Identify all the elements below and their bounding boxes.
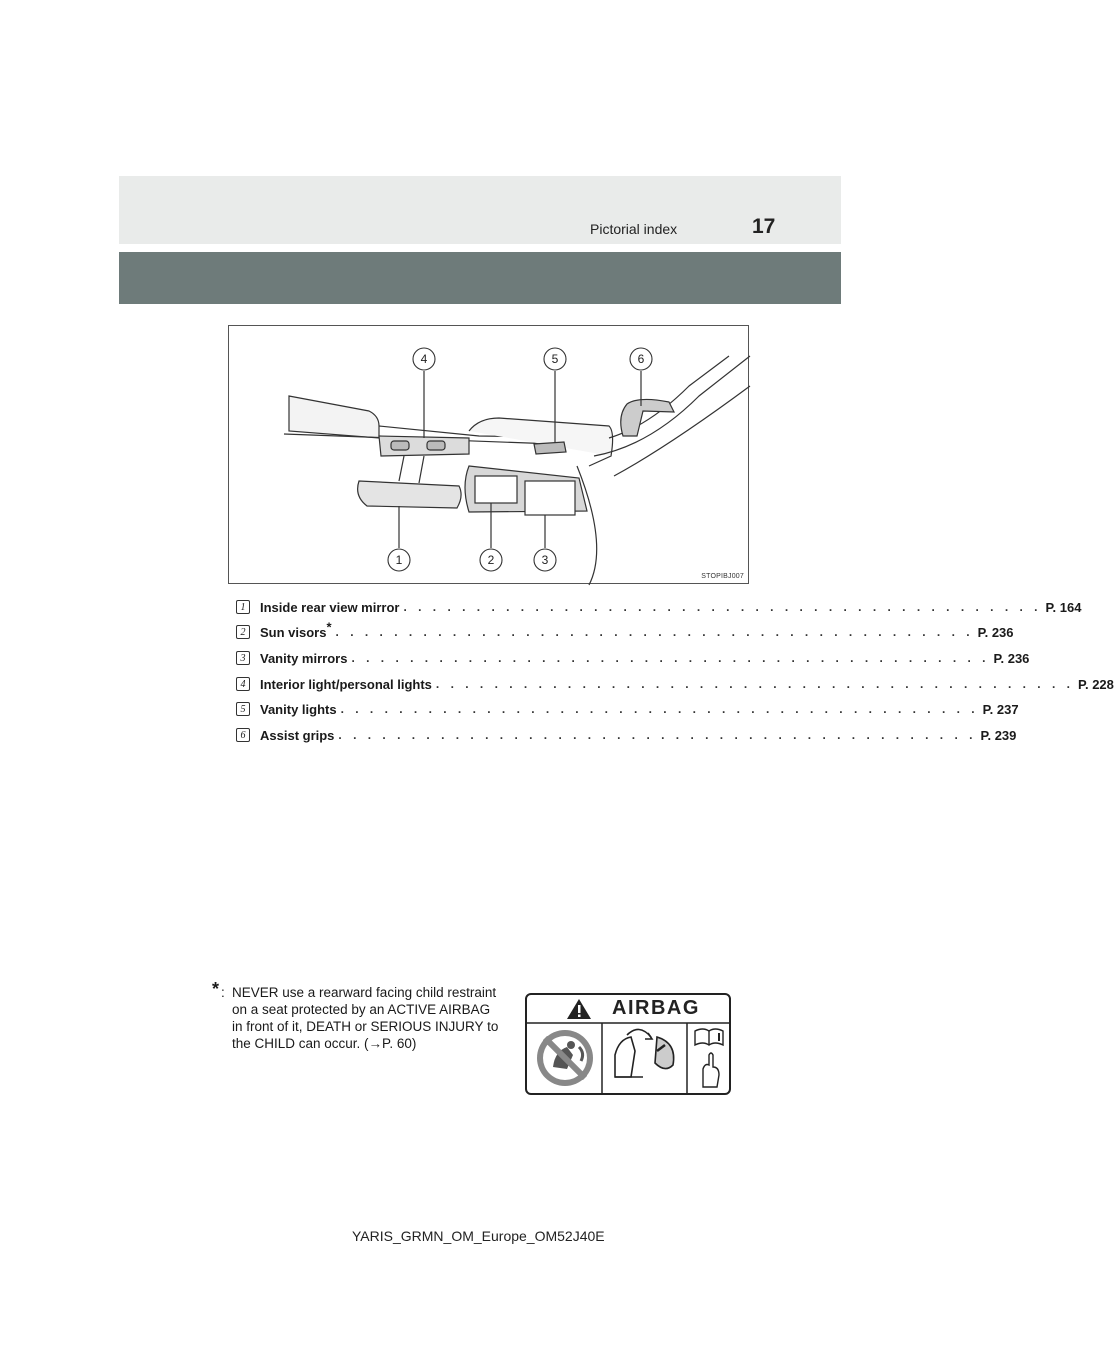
index-item-inside-rear-view-mirror[interactable] (236, 597, 1082, 617)
leader-dots: . . . . . . . . . . . . . . . . . . . . . . . . . . . . . . . . . . . . . . . . . . . . (338, 728, 977, 742)
item-number-badge: 5 (236, 702, 250, 716)
ceiling-drawing (229, 326, 750, 585)
index-item-sun-visors[interactable] (236, 619, 1014, 642)
index-item-assist-grips[interactable] (236, 725, 1017, 745)
page-reference: P. 164 (1045, 599, 1082, 615)
item-number-badge: 3 (236, 651, 250, 665)
index-item-vanity-mirrors[interactable] (236, 648, 1030, 668)
leader-dots: . . . . . . . . . . . . . . . . . . . . . . . . . . . . . . . . . . . . . . . . . . . . (403, 600, 1042, 614)
callout-2-number: 2 (487, 553, 495, 567)
item-label: Assist grips (260, 727, 335, 743)
callout-6-number: 6 (637, 352, 645, 366)
item-label: Vanity mirrors (260, 650, 348, 666)
header-band (119, 176, 841, 244)
footnote-asterisk: * (212, 979, 220, 999)
document-code: YARIS_GRMN_OM_Europe_OM52J40E (352, 1228, 605, 1244)
page-reference: P. 239 (980, 727, 1017, 743)
index-item-vanity-lights[interactable] (236, 699, 1019, 719)
page-number: 17 (752, 215, 776, 238)
index-item-interior-lights[interactable] (236, 674, 1114, 694)
page-reference: P. 237 (982, 701, 1019, 717)
airbag-warning-label (525, 993, 731, 1095)
seat-airbag-icon (615, 1029, 674, 1077)
figure-code: STOPIBJ007 (701, 573, 744, 580)
read-manual-icon (695, 1029, 723, 1087)
asterisk-mark: * (326, 619, 332, 635)
item-label: Inside rear view mirror (260, 599, 400, 615)
footnote-text: NEVER use a rearward facing child restraint on a seat protected by an ACTIVE AIRBAG in front of it, DEATH or SERIOUS INJURY to the CHILD can occur. (→P. 60) (232, 985, 499, 1051)
section-title: Pictorial index (590, 221, 678, 237)
item-label: Vanity lights (260, 701, 337, 717)
callout-5-number: 5 (551, 352, 559, 366)
callout-3-number: 3 (541, 553, 549, 567)
interior-ceiling-illustration (228, 325, 749, 584)
warning-triangle-icon (567, 999, 591, 1019)
leader-dots: . . . . . . . . . . . . . . . . . . . . . . . . . . . . . . . . . . . . . . . . . . . . (340, 702, 979, 716)
airbag-word: AIRBAG (612, 997, 700, 1019)
section-band (119, 252, 841, 304)
callout-1-number: 1 (395, 553, 403, 567)
page-reference: P. 228 (1077, 676, 1114, 692)
leader-dots: . . . . . . . . . . . . . . . . . . . . . . . . . . . . . . . . . . . . . . . . . . . . (435, 677, 1074, 691)
footnote-colon: : (221, 985, 225, 1000)
page-reference: P. 236 (977, 624, 1014, 640)
item-label: Sun visors* (260, 619, 332, 640)
item-number-badge: 4 (236, 677, 250, 691)
item-label: Interior light/personal lights (260, 676, 432, 692)
leader-dots: . . . . . . . . . . . . . . . . . . . . . . . . . . . . . . . . . . . . . . . . . . . . (351, 651, 990, 665)
page-reference: P. 236 (993, 650, 1030, 666)
item-number-badge: 1 (236, 600, 250, 614)
item-number-badge: 6 (236, 728, 250, 742)
callout-4-number: 4 (420, 352, 428, 366)
no-child-seat-icon (537, 1030, 593, 1086)
item-number-badge: 2 (236, 625, 250, 639)
leader-dots: . . . . . . . . . . . . . . . . . . . . . . . . . . . . . . . . . . . . . . . . . . . . (335, 625, 974, 639)
